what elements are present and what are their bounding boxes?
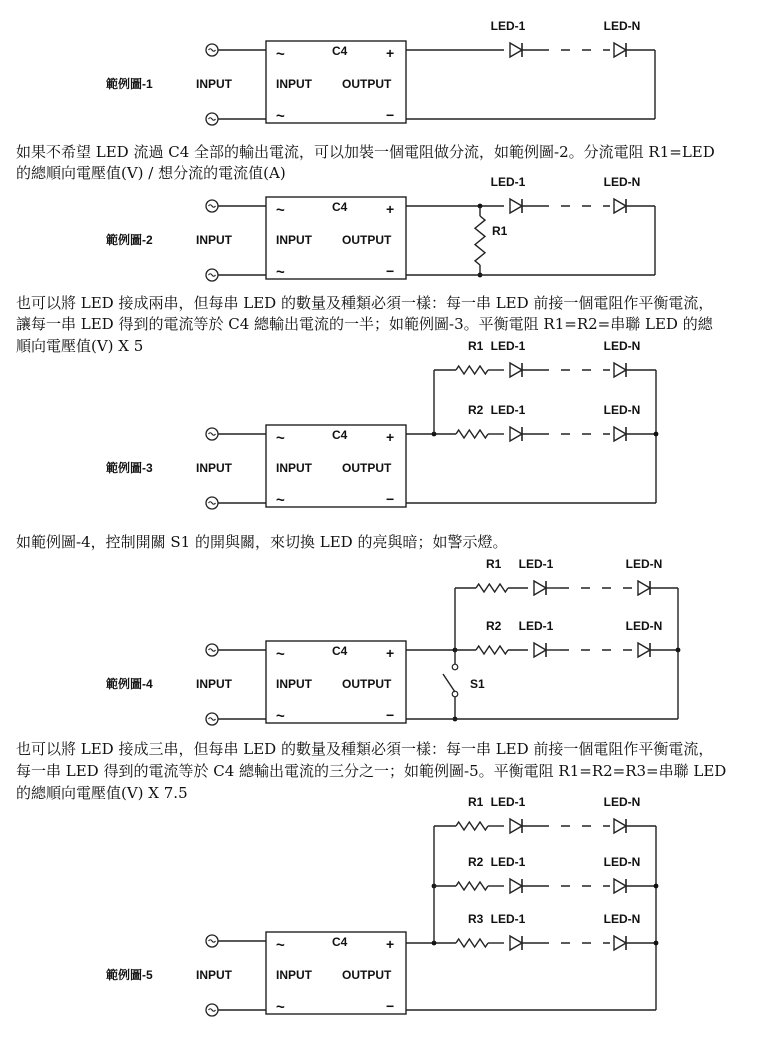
resistor-icon [456, 822, 488, 830]
c4-label: C4 [332, 428, 348, 442]
resistor-icon [456, 366, 488, 374]
led-n-label: LED-N [625, 619, 663, 633]
led-diode-icon [614, 427, 626, 441]
paragraph-4-line-2: 每一串 LED 得到的電流等於 C4 總輸出電流的三分之一；如範例圖-5。平衡電阻 R1=R2=R3=串聯 LED [16, 762, 727, 780]
led-1-label: LED-1 [518, 619, 554, 633]
input-inner-label: INPUT [276, 677, 312, 691]
led-diode-icon [510, 936, 522, 950]
led-n-label: LED-N [603, 403, 641, 417]
led-1-label: LED-1 [518, 557, 554, 571]
resistor-icon [456, 882, 488, 890]
led-diode-icon [638, 643, 650, 657]
paragraph-2-line-3: 順向電壓值(V) X 5 [16, 337, 144, 355]
input-inner-label: INPUT [276, 77, 312, 91]
led-diode-icon [614, 199, 626, 213]
led-n-label: LED-N [603, 19, 641, 33]
dc-plus-label: + [386, 45, 395, 61]
ac-wave-icon [209, 502, 216, 505]
input-inner-label: INPUT [276, 968, 312, 982]
led-1-label: LED-1 [490, 855, 526, 869]
resistor-icon [456, 939, 488, 947]
ac-in-top-label: ~ [276, 46, 285, 63]
led-diode-icon [534, 581, 546, 595]
led-1-label: LED-1 [490, 175, 526, 189]
led-1-label: LED-1 [490, 19, 526, 33]
led-n-label: LED-N [603, 855, 641, 869]
c4-label: C4 [332, 935, 348, 949]
ac-wave-icon [209, 940, 216, 943]
led-diode-icon [510, 819, 522, 833]
ac-in-bottom-label: ~ [276, 264, 285, 281]
c4-label: C4 [332, 44, 348, 58]
s1-label: S1 [470, 677, 485, 691]
led-1-label: LED-1 [490, 339, 526, 353]
led-diode-icon [614, 363, 626, 377]
dc-minus-label: − [386, 491, 395, 507]
figure-label: 範例圖-1 [106, 77, 153, 91]
input-outer-label: INPUT [196, 461, 232, 475]
input-outer-label: INPUT [196, 968, 232, 982]
ac-wave-icon [209, 49, 216, 52]
ac-in-top-label: ~ [276, 430, 285, 447]
ac-wave-icon [209, 433, 216, 436]
input-outer-label: INPUT [196, 233, 232, 247]
c4-label: C4 [332, 200, 348, 214]
led-diode-icon [614, 43, 626, 57]
ac-wave-icon [209, 205, 216, 208]
led-diode-icon [614, 879, 626, 893]
resistor-label: R1 [468, 339, 484, 353]
led-diode-icon [510, 199, 522, 213]
input-outer-label: INPUT [196, 77, 232, 91]
output-label: OUTPUT [342, 233, 392, 247]
ac-in-bottom-label: ~ [276, 999, 285, 1016]
paragraph-2-line-1: 也可以將 LED 接成兩串，但每串 LED 的數量及種類必須一樣：每一串 LED 前接一個電阻作平衡電流， [16, 294, 714, 312]
ac-wave-icon [209, 118, 216, 121]
paragraph-1-line-2: 的總順向電壓值(V) / 想分流的電流值(A) [16, 164, 286, 182]
resistor-label: R1 [468, 795, 484, 809]
led-diode-icon [510, 43, 522, 57]
ac-in-bottom-label: ~ [276, 708, 285, 725]
led-1-label: LED-1 [490, 795, 526, 809]
output-label: OUTPUT [342, 461, 392, 475]
ac-wave-icon [209, 274, 216, 277]
led-diode-icon [614, 936, 626, 950]
input-inner-label: INPUT [276, 233, 312, 247]
figure-label: 範例圖-2 [106, 233, 153, 247]
c4-label: C4 [332, 644, 348, 658]
ac-in-bottom-label: ~ [276, 108, 285, 125]
dc-plus-label: + [386, 201, 395, 217]
switch-lever-icon [443, 674, 455, 692]
switch-contact-icon [452, 664, 458, 670]
dc-plus-label: + [386, 936, 395, 952]
ac-in-top-label: ~ [276, 646, 285, 663]
output-label: OUTPUT [342, 677, 392, 691]
led-n-label: LED-N [625, 557, 663, 571]
dc-minus-label: − [386, 107, 395, 123]
resistor-icon [475, 216, 485, 265]
ac-in-top-label: ~ [276, 202, 285, 219]
resistor-label: R2 [486, 619, 502, 633]
led-n-label: LED-N [603, 795, 641, 809]
led-n-label: LED-N [603, 175, 641, 189]
led-diode-icon [510, 427, 522, 441]
figure-label: 範例圖-3 [106, 461, 153, 475]
led-1-label: LED-1 [490, 403, 526, 417]
figure-label: 範例圖-4 [106, 677, 153, 691]
junction-dot [654, 941, 659, 946]
led-diode-icon [510, 363, 522, 377]
resistor-label: R2 [468, 855, 484, 869]
output-label: OUTPUT [342, 968, 392, 982]
resistor-label: R3 [468, 912, 484, 926]
led-diode-icon [510, 879, 522, 893]
paragraph-3-line-1: 如範例圖-4，控制開關 S1 的開與關，來切換 LED 的亮與暗；如警示燈。 [16, 533, 508, 551]
dc-plus-label: + [386, 645, 395, 661]
input-outer-label: INPUT [196, 677, 232, 691]
resistor-icon [476, 584, 508, 592]
resistor-icon [476, 646, 508, 654]
led-diode-icon [534, 643, 546, 657]
paragraph-4-line-3: 的總順向電壓值(V) X 7.5 [16, 784, 188, 802]
resistor-label: R1 [486, 557, 502, 571]
figure-label: 範例圖-5 [106, 968, 153, 982]
ac-wave-icon [209, 649, 216, 652]
dc-minus-label: − [386, 263, 395, 279]
ac-in-bottom-label: ~ [276, 492, 285, 509]
resistor-icon [456, 430, 488, 438]
paragraph-4-line-1: 也可以將 LED 接成三串，但每串 LED 的數量及種類必須一樣：每一串 LED 前接一個電阻作平衡電流， [16, 740, 714, 758]
junction-dot [654, 884, 659, 889]
ac-wave-icon [209, 1009, 216, 1012]
resistor-label: R1 [492, 224, 508, 238]
ac-in-top-label: ~ [276, 937, 285, 954]
input-inner-label: INPUT [276, 461, 312, 475]
dc-minus-label: − [386, 998, 395, 1014]
output-label: OUTPUT [342, 77, 392, 91]
resistor-label: R2 [468, 403, 484, 417]
paragraph-1-line-1: 如果不希望 LED 流過 C4 全部的輸出電流，可以加裝一個電阻做分流，如範例圖-2。分流電阻 R1=LED [16, 143, 715, 161]
led-n-label: LED-N [603, 912, 641, 926]
switch-contact-icon [452, 691, 458, 697]
dc-minus-label: − [386, 707, 395, 723]
led-diode-icon [638, 581, 650, 595]
led-1-label: LED-1 [490, 912, 526, 926]
dc-plus-label: + [386, 429, 395, 445]
ac-wave-icon [209, 718, 216, 721]
junction-dot [654, 432, 659, 437]
led-n-label: LED-N [603, 339, 641, 353]
led-diode-icon [614, 819, 626, 833]
paragraph-2-line-2: 讓每一串 LED 得到的電流等於 C4 總輸出電流的一半；如範例圖-3。平衡電阻 R1=R2=串聯 LED 的總 [16, 315, 713, 333]
